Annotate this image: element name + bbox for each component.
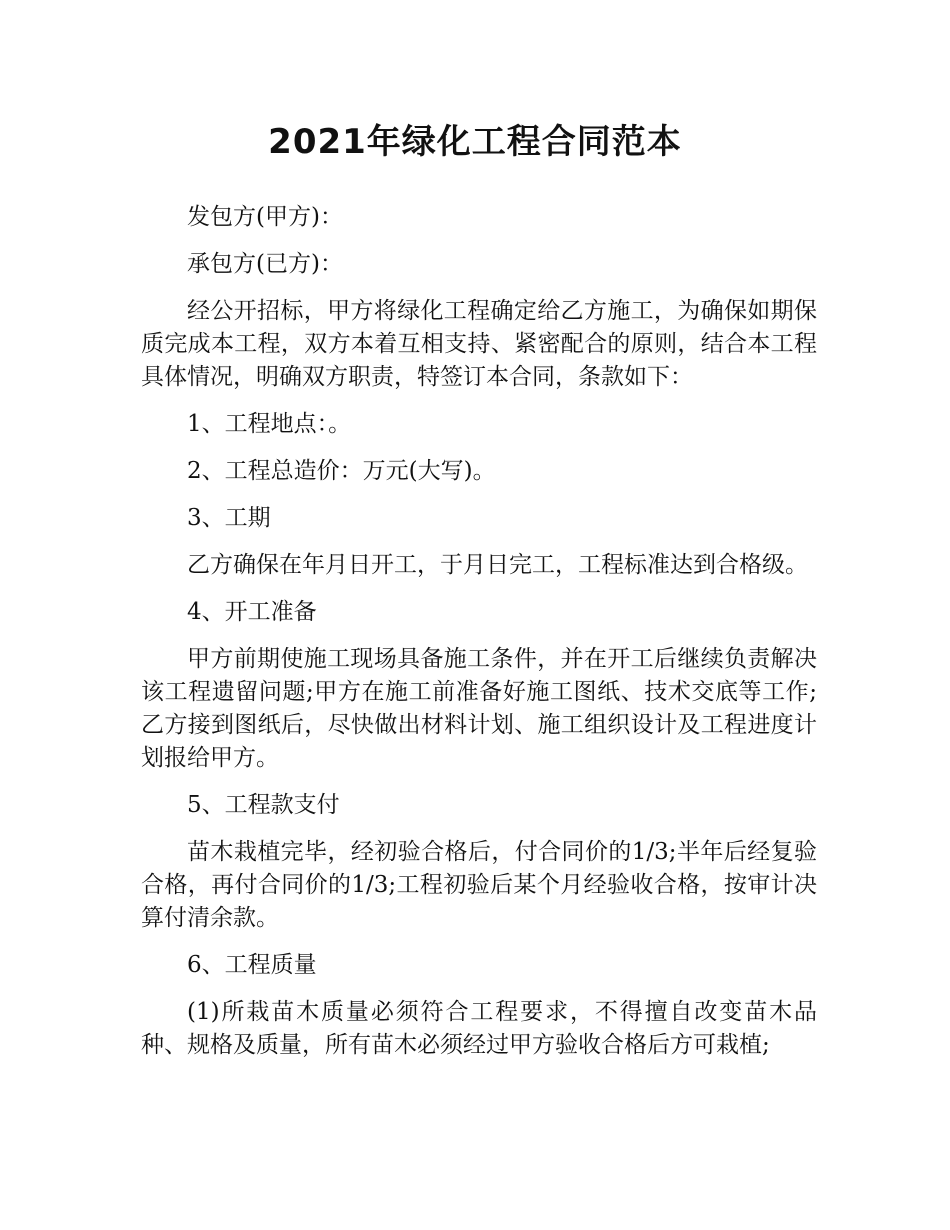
clause-4-heading: 4、开工准备 bbox=[187, 599, 317, 625]
clause-5-heading: 5、工程款支付 bbox=[187, 792, 340, 818]
clause-1-location: 1、工程地点：。 bbox=[187, 411, 352, 437]
clause-5-body: 苗木栽植完毕，经初验合格后，付合同价的1/3;半年后经复验合格，再付合同价的1/3;工程初验后某个月经验收合格，按审计决算付清余款。 bbox=[141, 839, 817, 931]
preamble-paragraph: 经公开招标，甲方将绿化工程确定给乙方施工，为确保如期保质完成本工程，双方本着互相支持、紧密配合的原则，结合本工程具体情况，明确双方职责，特签订本合同，条款如下： bbox=[141, 298, 817, 390]
clause-3-heading: 3、工期 bbox=[187, 505, 271, 531]
document-body bbox=[141, 201, 817, 1076]
clause-3-body: 乙方确保在年月日开工，于月日完工，工程标准达到合格级。 bbox=[187, 552, 808, 578]
clause-6-heading: 6、工程质量 bbox=[187, 952, 317, 978]
clause-4-body: 甲方前期使施工现场具备施工条件，并在开工后继续负责解决该工程遗留问题;甲方在施工前准备好施工图纸、技术交底等工作;乙方接到图纸后，尽快做出材料计划、施工组织设计及工程进度计划报给甲方。 bbox=[141, 646, 817, 771]
clause-6-item-1: (1)所栽苗木质量必须符合工程要求，不得擅自改变苗木品种、规格及质量，所有苗木必须经过甲方验收合格后方可栽植; bbox=[141, 999, 817, 1058]
document-title: 2021年绿化工程合同范本 bbox=[268, 122, 682, 162]
party-a-line: 发包方(甲方)： bbox=[187, 204, 343, 230]
party-b-line: 承包方(已方)： bbox=[187, 251, 343, 277]
clause-2-total-cost: 2、工程总造价：万元(大写)。 bbox=[187, 458, 496, 484]
